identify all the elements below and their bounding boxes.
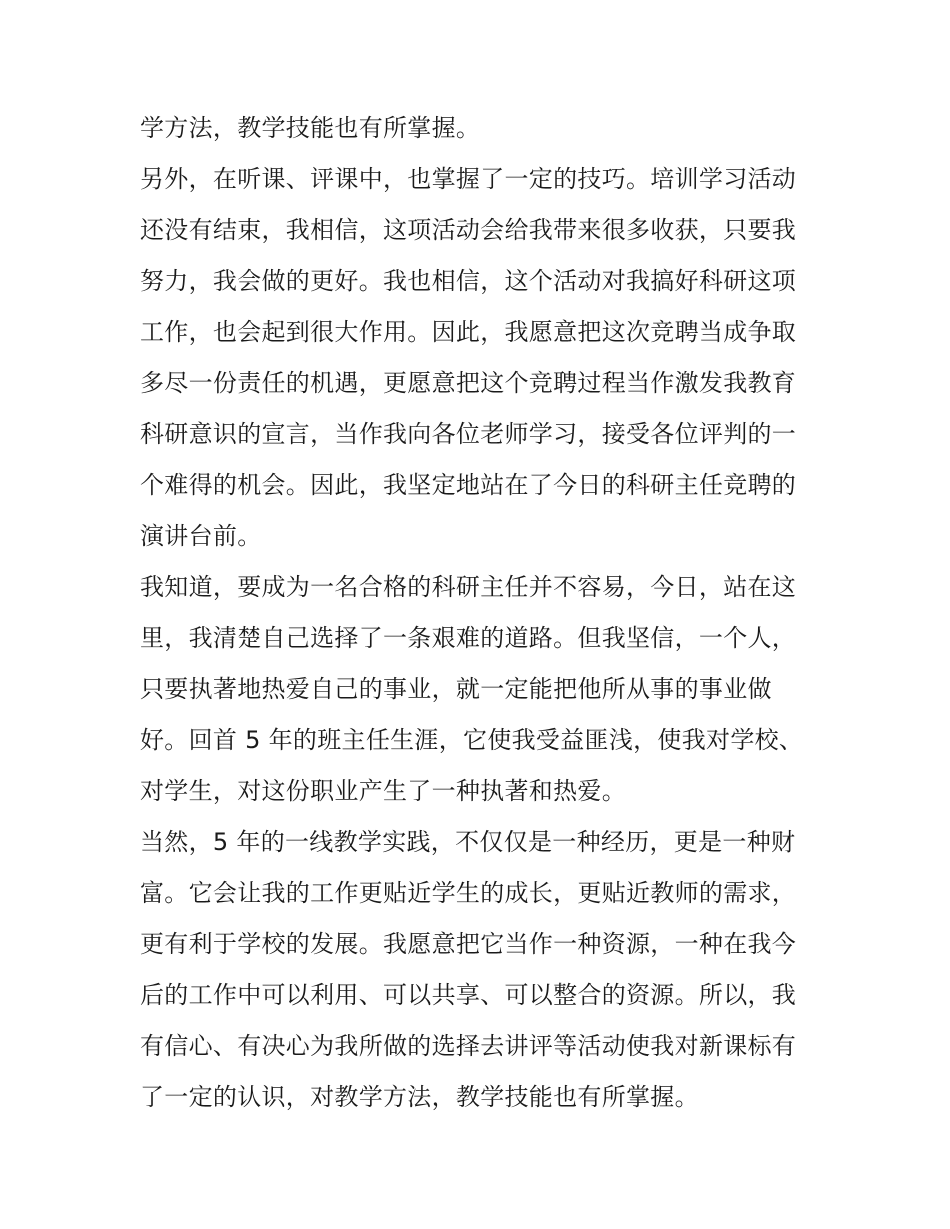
text-line: 工作，也会起到很大作用。因此，我愿意把这次竞聘当成争取 [140,318,797,346]
text-line: 另外，在听课、评课中，也掌握了一定的技巧。培训学习活动 [140,165,797,193]
text-line: 有信心、有决心为我所做的选择去讲评等活动使我对新课标有 [140,1032,797,1060]
text-line: 演讲台前。 [140,522,262,550]
text-line: 努力，我会做的更好。我也相信，这个活动对我搞好科研这项 [140,267,797,295]
text-line: 科研意识的宣言，当作我向各位老师学习，接受各位评判的一 [140,420,797,448]
text-line: 个难得的机会。因此，我坚定地站在了今日的科研主任竞聘的 [140,471,797,499]
text-line: 对学生，对这份职业产生了一种执著和热爱。 [140,777,626,805]
text-line: 好。回首 5 年的班主任生涯，它使我受益匪浅，使我对学校、 [140,726,804,754]
text-line: 还没有结束，我相信，这项活动会给我带来很多收获，只要我 [140,216,797,244]
text-line: 学方法，教学技能也有所掌握。 [140,114,481,142]
text-line: 当然，5 年的一线教学实践，不仅仅是一种经历，更是一种财 [140,828,796,856]
text-line: 里，我清楚自己选择了一条艰难的道路。但我坚信，一个人， [140,624,797,652]
text-line: 富。它会让我的工作更贴近学生的成长，更贴近教师的需求， [140,879,797,907]
text-line: 我知道，要成为一名合格的科研主任并不容易，今日，站在这 [140,573,797,601]
text-line: 后的工作中可以利用、可以共享、可以整合的资源。所以，我 [140,981,797,1009]
text-line: 更有利于学校的发展。我愿意把它当作一种资源，一种在我今 [140,930,797,958]
text-line: 只要执著地热爱自己的事业，就一定能把他所从事的事业做 [140,675,772,703]
text-line: 了一定的认识，对教学方法，教学技能也有所掌握。 [140,1083,699,1111]
document-body [140,103,812,1123]
text-line: 多尽一份责任的机遇，更愿意把这个竞聘过程当作激发我教育 [140,369,797,397]
